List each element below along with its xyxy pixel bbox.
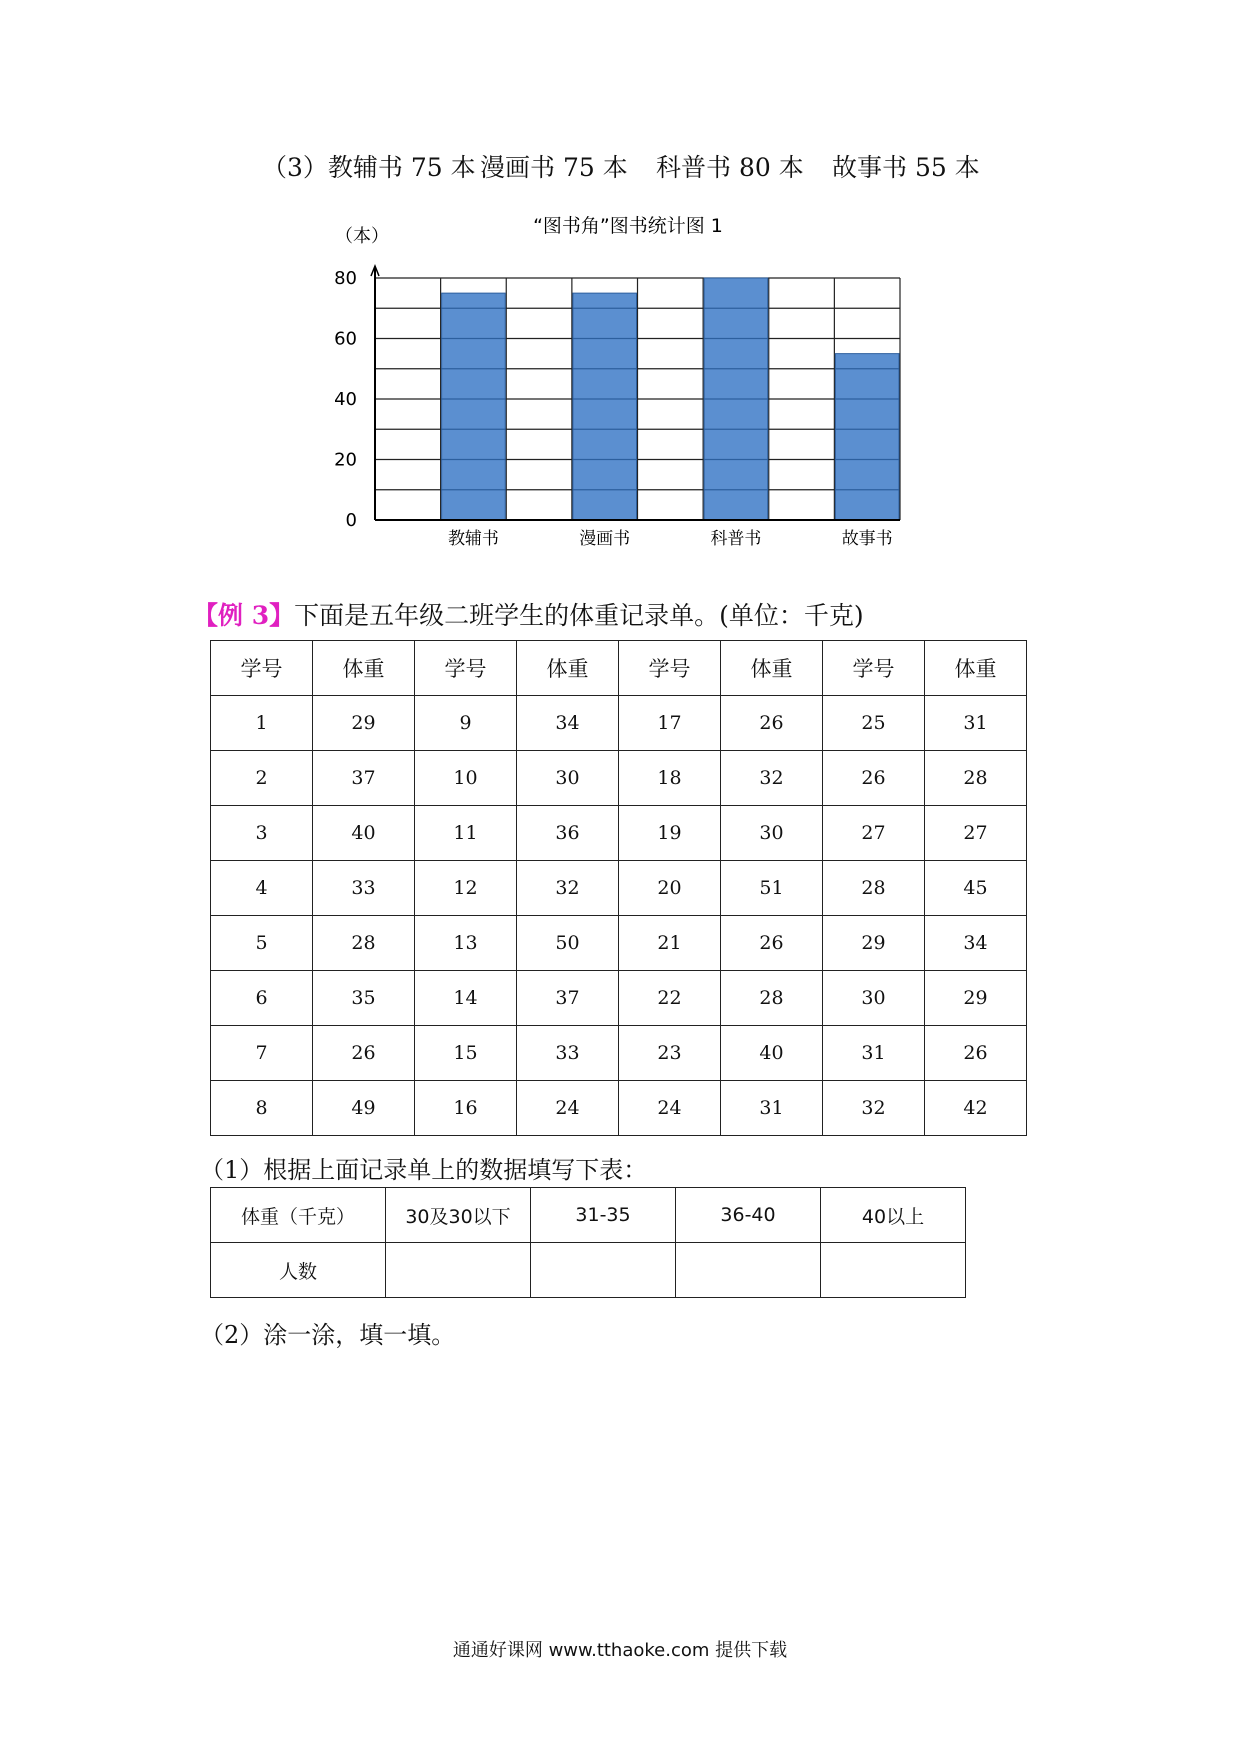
table-row	[211, 806, 1027, 861]
weight-cell: 33	[313, 861, 415, 916]
y-tick-label: 80	[334, 268, 357, 289]
student-id-cell: 3	[211, 806, 313, 861]
book-bar-chart	[0, 0, 1240, 580]
weight-cell: 31	[721, 1081, 823, 1136]
book-count-item: 科普书 80 本	[656, 153, 804, 182]
weight-cell: 29	[313, 696, 415, 751]
student-id-cell: 25	[823, 696, 925, 751]
summary-answer-cell[interactable]	[531, 1243, 676, 1298]
weight-cell: 28	[721, 971, 823, 1026]
x-tick-label: 故事书	[841, 529, 893, 549]
student-id-cell: 15	[415, 1026, 517, 1081]
summary-count-row	[211, 1243, 966, 1298]
student-id-cell: 30	[823, 971, 925, 1026]
student-id-cell: 12	[415, 861, 517, 916]
student-id-cell: 29	[823, 916, 925, 971]
header-cell: 学号	[823, 641, 925, 696]
weight-cell: 26	[313, 1026, 415, 1081]
weight-cell: 24	[517, 1081, 619, 1136]
weight-summary-table	[210, 1187, 966, 1298]
student-id-cell: 2	[211, 751, 313, 806]
student-id-cell: 22	[619, 971, 721, 1026]
student-id-cell: 6	[211, 971, 313, 1026]
table-row	[211, 1081, 1027, 1136]
header-cell: 体重	[517, 641, 619, 696]
student-id-cell: 24	[619, 1081, 721, 1136]
header-cell: 学号	[415, 641, 517, 696]
student-id-cell: 26	[823, 751, 925, 806]
y-tick-label: 0	[345, 510, 357, 531]
summary-range-cell: 40以上	[821, 1188, 966, 1243]
example-text: 下面是五年级二班学生的体重记录单。(单位：千克)	[294, 601, 864, 630]
weight-cell: 37	[517, 971, 619, 1026]
chart-y-ticks	[334, 268, 357, 531]
summary-label-cell: 人数	[211, 1243, 386, 1298]
weight-cell: 45	[925, 861, 1027, 916]
x-tick-label: 教辅书	[447, 529, 499, 549]
student-id-cell: 21	[619, 916, 721, 971]
student-id-cell: 14	[415, 971, 517, 1026]
student-id-cell: 5	[211, 916, 313, 971]
student-id-cell: 19	[619, 806, 721, 861]
weight-cell: 36	[517, 806, 619, 861]
footer-credit: 通通好课网 www.tthaoke.com 提供下载	[452, 1640, 788, 1661]
book-count-item: 漫画书 75 本	[480, 153, 628, 182]
summary-range-cell: 31-35	[531, 1188, 676, 1243]
weight-cell: 28	[925, 751, 1027, 806]
table-row	[211, 861, 1027, 916]
student-id-cell: 16	[415, 1081, 517, 1136]
student-id-cell: 18	[619, 751, 721, 806]
bar	[835, 354, 899, 520]
student-id-cell: 1	[211, 696, 313, 751]
student-id-cell: 27	[823, 806, 925, 861]
weight-cell: 34	[517, 696, 619, 751]
weight-cell: 32	[517, 861, 619, 916]
student-id-cell: 28	[823, 861, 925, 916]
header-cell: 学号	[211, 641, 313, 696]
weight-cell: 51	[721, 861, 823, 916]
student-id-cell: 32	[823, 1081, 925, 1136]
weight-cell: 34	[925, 916, 1027, 971]
weight-cell: 42	[925, 1081, 1027, 1136]
table-header-row	[211, 641, 1027, 696]
example-heading	[193, 596, 864, 632]
summary-range-cell: 30及30以下	[386, 1188, 531, 1243]
summary-header-row	[211, 1188, 966, 1243]
y-tick-label: 60	[334, 328, 357, 350]
weight-cell: 40	[313, 806, 415, 861]
chart-title: “图书角”图书统计图 1	[533, 215, 723, 237]
weight-cell: 49	[313, 1081, 415, 1136]
y-tick-label: 40	[334, 389, 357, 410]
summary-range-cell: 36-40	[676, 1188, 821, 1243]
student-id-cell: 23	[619, 1026, 721, 1081]
header-cell: 体重	[721, 641, 823, 696]
student-id-cell: 20	[619, 861, 721, 916]
x-tick-label: 科普书	[710, 529, 762, 549]
student-id-cell: 8	[211, 1081, 313, 1136]
student-id-cell: 11	[415, 806, 517, 861]
bar	[442, 293, 506, 520]
bar	[573, 293, 637, 520]
student-id-cell: 4	[211, 861, 313, 916]
weight-cell: 30	[517, 751, 619, 806]
header-cell: 学号	[619, 641, 721, 696]
y-tick-label: 20	[334, 449, 357, 471]
header-cell: 体重	[925, 641, 1027, 696]
example-tag: 【例 3】	[193, 601, 295, 630]
summary-label-cell: 体重（千克）	[211, 1188, 386, 1243]
table-row	[211, 751, 1027, 806]
weight-cell: 33	[517, 1026, 619, 1081]
weight-cell: 27	[925, 806, 1027, 861]
weight-cell: 29	[925, 971, 1027, 1026]
weight-cell: 31	[925, 696, 1027, 751]
summary-answer-cell[interactable]	[386, 1243, 531, 1298]
student-id-cell: 31	[823, 1026, 925, 1081]
weight-cell: 28	[313, 916, 415, 971]
x-tick-label: 漫画书	[579, 529, 631, 549]
weight-record-table	[210, 640, 1027, 1136]
weight-cell: 26	[721, 916, 823, 971]
student-id-cell: 9	[415, 696, 517, 751]
table-row	[211, 916, 1027, 971]
weight-cell: 35	[313, 971, 415, 1026]
book-count-item: 故事书 55 本	[832, 153, 980, 182]
student-id-cell: 13	[415, 916, 517, 971]
question-1: （1）根据上面记录单上的数据填写下表：	[200, 1156, 648, 1184]
student-id-cell: 7	[211, 1026, 313, 1081]
weight-cell: 30	[721, 806, 823, 861]
question-2: （2）涂一涂，填一填。	[200, 1321, 456, 1349]
summary-answer-cell[interactable]	[821, 1243, 966, 1298]
weight-cell: 26	[721, 696, 823, 751]
weight-cell: 26	[925, 1026, 1027, 1081]
student-id-cell: 17	[619, 696, 721, 751]
weight-cell: 37	[313, 751, 415, 806]
weight-cell: 50	[517, 916, 619, 971]
header-cell: 体重	[313, 641, 415, 696]
chart-x-ticks	[448, 529, 893, 549]
summary-answer-cell[interactable]	[676, 1243, 821, 1298]
weight-cell: 32	[721, 751, 823, 806]
weight-cell: 40	[721, 1026, 823, 1081]
book-count-item: （3）教辅书 75 本	[262, 153, 476, 182]
table-row	[211, 1026, 1027, 1081]
student-id-cell: 10	[415, 751, 517, 806]
y-axis-label: （本）	[335, 226, 389, 247]
table-row	[211, 971, 1027, 1026]
table-row	[211, 696, 1027, 751]
